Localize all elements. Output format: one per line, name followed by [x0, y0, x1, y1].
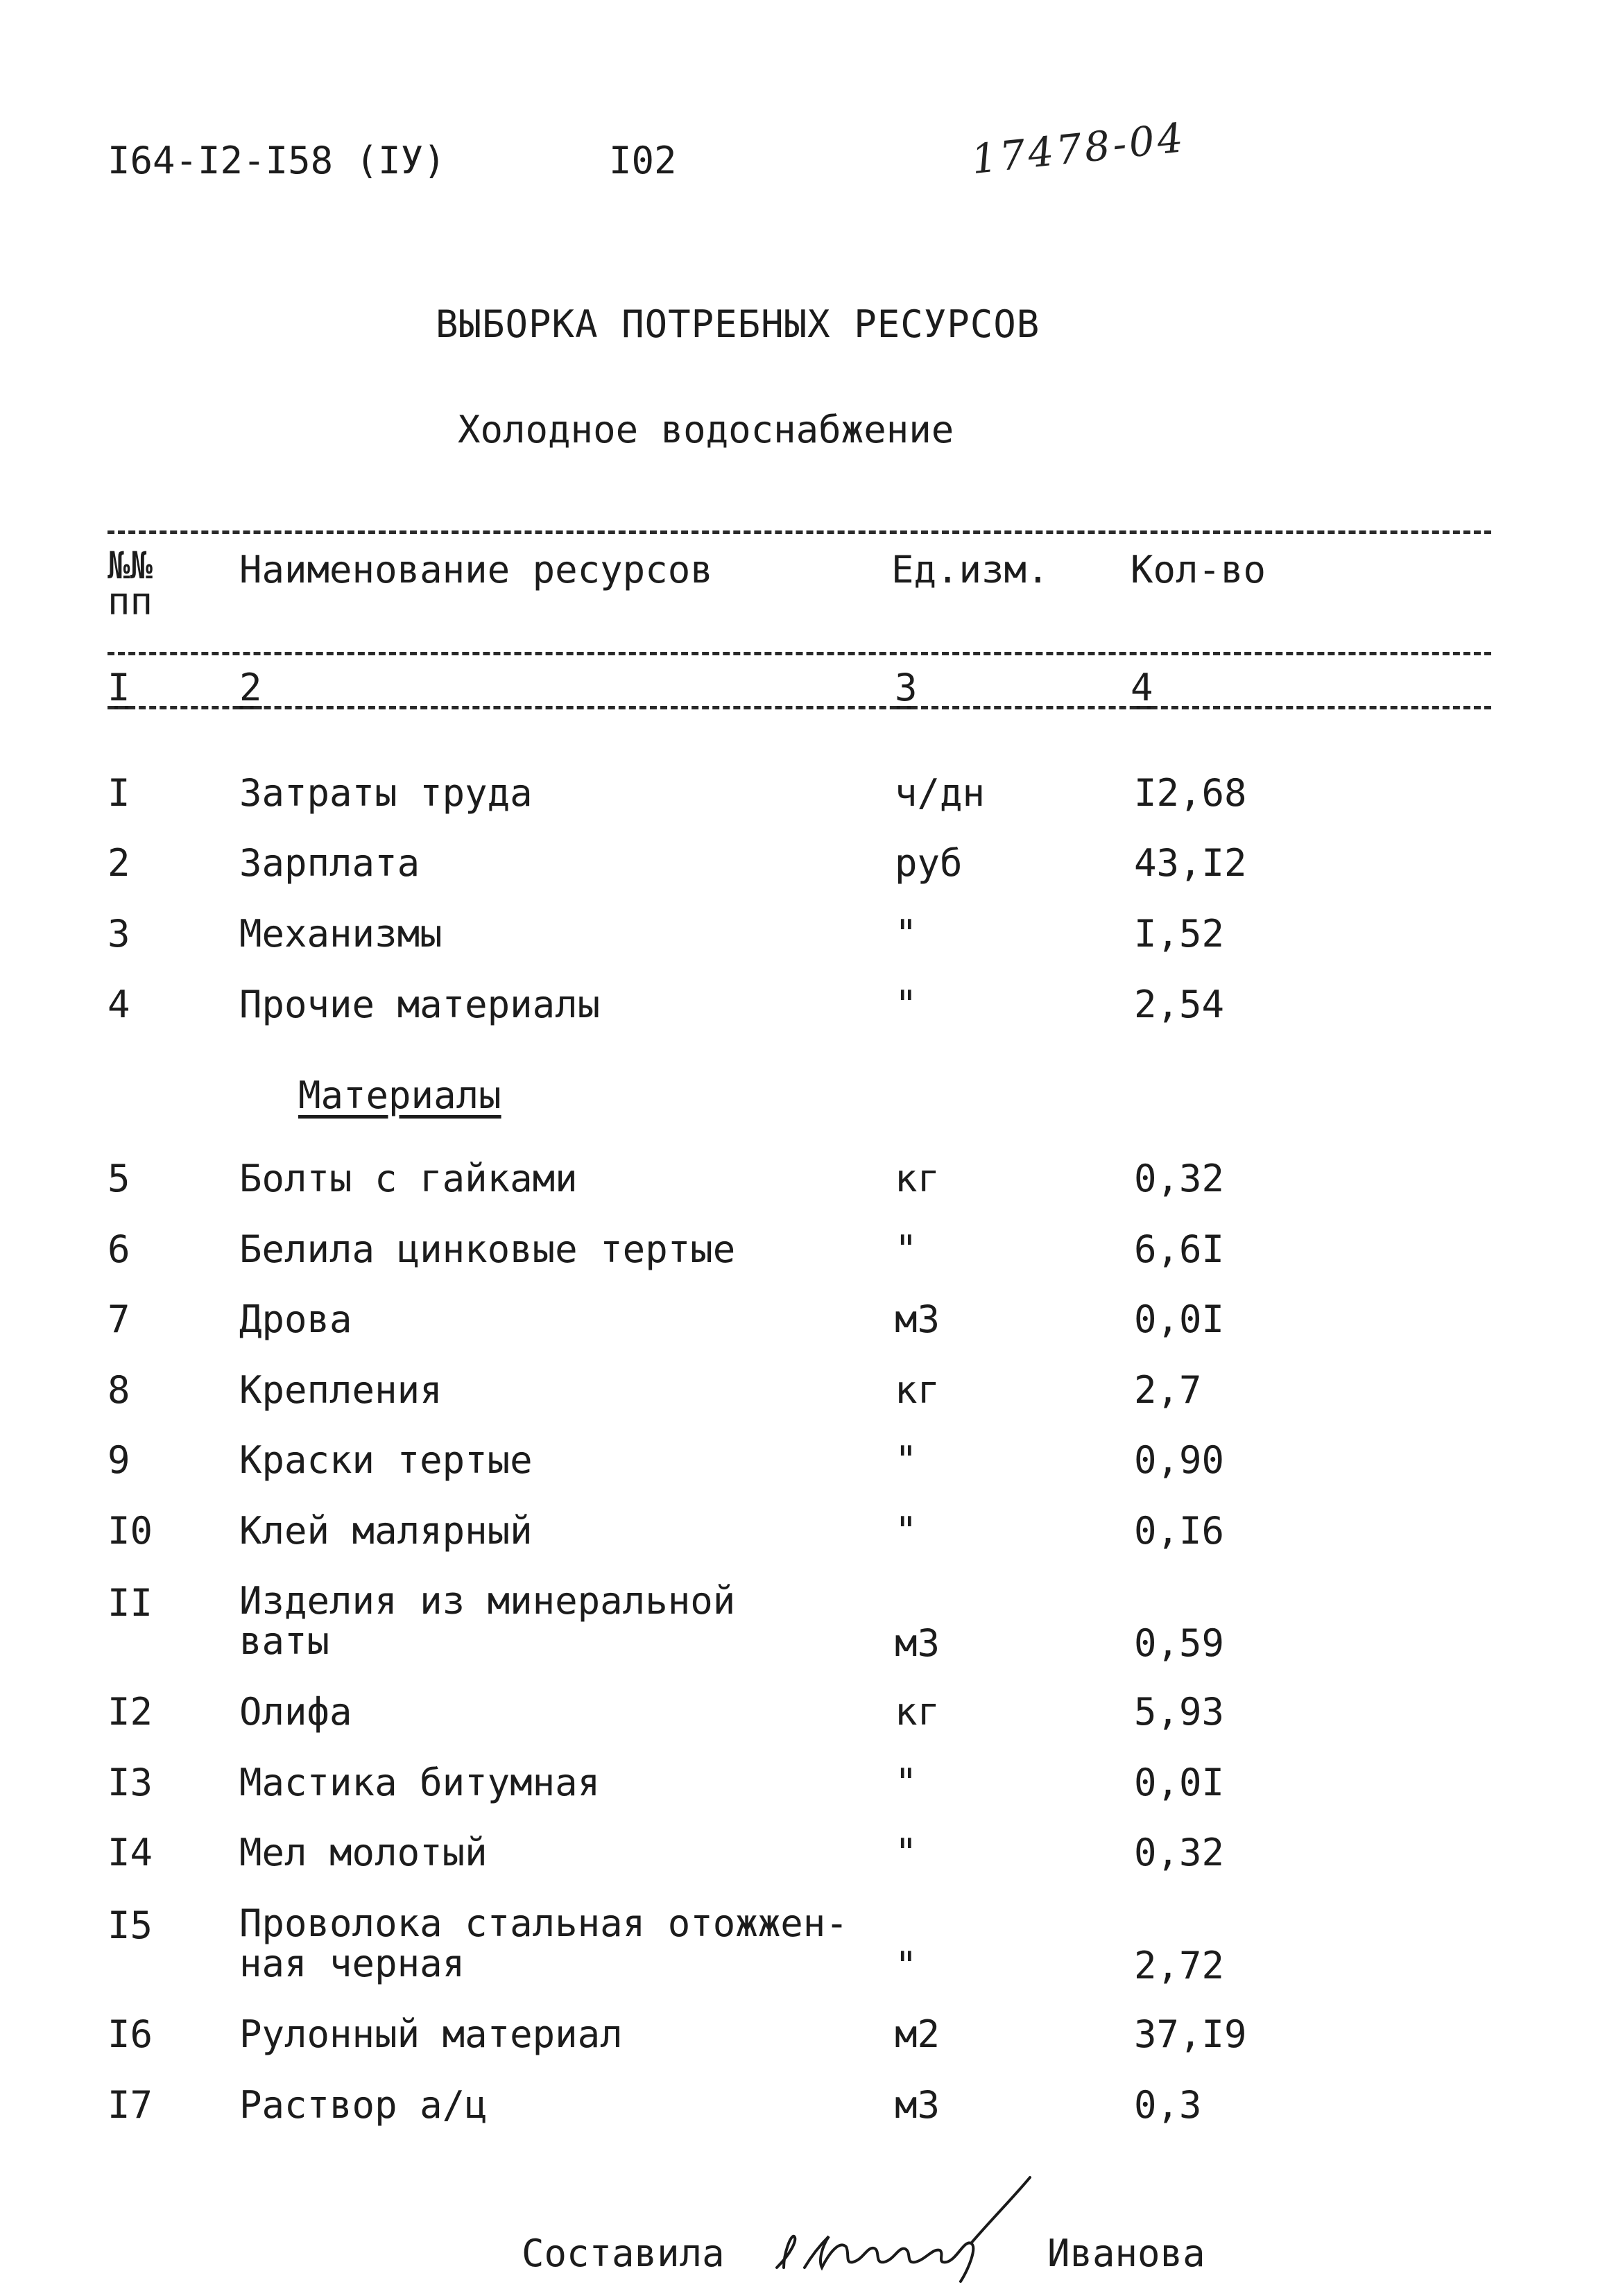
- document-title: ВЫБОРКА ПОТРЕБНЫХ РЕСУРСОВ: [436, 302, 1040, 346]
- resource-name: Клей малярный: [239, 1509, 533, 1553]
- resource-name: Прочие материалы: [239, 983, 601, 1026]
- table-row: [0, 1509, 1598, 1551]
- column-numbers-rule: [108, 706, 1491, 709]
- table-row: [0, 1368, 1598, 1410]
- table-row: [0, 2012, 1598, 2054]
- document-subtitle: Холодное водоснабжение: [458, 408, 954, 451]
- unit: кг: [895, 1690, 940, 1734]
- table-row: [0, 1157, 1598, 1198]
- resource-name: Мел молотый: [239, 1831, 488, 1874]
- header-qty: Кол-во: [1131, 548, 1266, 592]
- row-number: I0: [108, 1509, 153, 1553]
- row-number: 6: [108, 1227, 130, 1271]
- resource-name: Затраты труда: [239, 771, 533, 815]
- unit: ": [895, 912, 918, 956]
- table-header-rule: [108, 652, 1491, 655]
- document-code: I64-I2-I58 (IУ): [108, 139, 446, 182]
- resource-name: Зарплата: [239, 841, 420, 885]
- colnum-1: I: [108, 666, 130, 709]
- quantity: I,52: [1134, 912, 1225, 956]
- quantity: 0,32: [1134, 1831, 1225, 1874]
- row-number: I2: [108, 1690, 153, 1734]
- header-num-line1: №№: [108, 544, 153, 587]
- handwritten-number: 17478-04: [969, 113, 1188, 184]
- table-row: [0, 1831, 1598, 1872]
- quantity: 0,90: [1134, 1438, 1225, 1482]
- row-number: I4: [108, 1831, 153, 1874]
- resource-name: [239, 1901, 848, 1985]
- row-number: 3: [108, 912, 130, 956]
- resource-name: Олифа: [239, 1690, 352, 1734]
- table-row: [0, 1690, 1598, 1732]
- row-number: II: [108, 1581, 153, 1625]
- table-row: [0, 1901, 1598, 1987]
- table-row: [0, 771, 1598, 813]
- resource-name-line2: ваты: [239, 1619, 330, 1663]
- quantity: 0,59: [1134, 1621, 1225, 1665]
- row-number: 8: [108, 1368, 130, 1412]
- resource-name-line1: Изделия из минеральной: [239, 1579, 736, 1623]
- materials-heading: Материалы: [298, 1073, 501, 1117]
- unit: ": [895, 1227, 918, 1271]
- table-row: [0, 1438, 1598, 1480]
- header-num: [108, 544, 153, 623]
- header-unit: Ед.изм.: [891, 548, 1049, 592]
- unit: ": [895, 1944, 918, 1987]
- unit: м2: [895, 2012, 940, 2056]
- resource-name: Раствор а/ц: [239, 2083, 488, 2127]
- colnum-2: 2: [239, 666, 262, 709]
- table-row: [0, 1297, 1598, 1339]
- row-number: I6: [108, 2012, 153, 2056]
- quantity: 2,54: [1134, 983, 1225, 1026]
- row-number: I7: [108, 2083, 153, 2127]
- quantity: 5,93: [1134, 1690, 1225, 1734]
- unit: м3: [895, 1621, 940, 1665]
- resource-name: Мастика битумная: [239, 1761, 601, 1804]
- resource-name: Болты с гайками: [239, 1157, 578, 1200]
- quantity: 43,I2: [1134, 841, 1247, 885]
- header-num-line2: пп: [108, 580, 153, 623]
- quantity: 0,3: [1134, 2083, 1202, 2127]
- table-row: [0, 1581, 1598, 1664]
- row-number: 4: [108, 983, 130, 1026]
- row-number: I5: [108, 1904, 153, 1947]
- table-row: [0, 1761, 1598, 1802]
- resource-name: Механизмы: [239, 912, 443, 956]
- table-row: [0, 983, 1598, 1024]
- table-row: [0, 2083, 1598, 2125]
- resource-name: Рулонный материал: [239, 2012, 623, 2056]
- colnum-3: 3: [895, 666, 918, 709]
- quantity: 2,7: [1134, 1368, 1202, 1412]
- quantity: 0,32: [1134, 1157, 1225, 1200]
- unit: ": [895, 1761, 918, 1804]
- row-number: 5: [108, 1157, 130, 1200]
- table-row: [0, 841, 1598, 883]
- unit: руб: [895, 841, 963, 885]
- resource-name: Краски тертые: [239, 1438, 533, 1482]
- unit: ": [895, 1438, 918, 1482]
- row-number: I: [108, 771, 130, 815]
- quantity: 2,72: [1134, 1944, 1225, 1987]
- row-number: I3: [108, 1761, 153, 1804]
- colnum-4: 4: [1131, 666, 1153, 709]
- quantity: 37,I9: [1134, 2012, 1247, 2056]
- unit: ": [895, 983, 918, 1026]
- table-top-rule: [108, 530, 1491, 534]
- unit: кг: [895, 1368, 940, 1412]
- quantity: 0,0I: [1134, 1297, 1225, 1341]
- resource-name: Крепления: [239, 1368, 443, 1412]
- page-number: I02: [609, 139, 677, 182]
- resource-name-line2: ная черная: [239, 1942, 465, 1985]
- row-number: 9: [108, 1438, 130, 1482]
- quantity: 0,I6: [1134, 1509, 1225, 1553]
- signature-icon: [763, 2170, 1096, 2288]
- header-name: Наименование ресурсов: [239, 548, 713, 592]
- quantity: I2,68: [1134, 771, 1247, 815]
- column-numbers-row: [0, 666, 1598, 707]
- table-row: [0, 1227, 1598, 1269]
- row-number: 7: [108, 1297, 130, 1341]
- unit: м3: [895, 2083, 940, 2127]
- resource-name: [239, 1581, 735, 1661]
- compiler-name: Иванова: [1047, 2232, 1205, 2275]
- table-row: [0, 912, 1598, 956]
- unit: ч/дн: [895, 771, 986, 815]
- quantity: 0,0I: [1134, 1761, 1225, 1804]
- resource-name: Белила цинковые тертые: [239, 1227, 736, 1271]
- row-number: 2: [108, 841, 130, 885]
- unit: кг: [895, 1157, 940, 1200]
- unit: ": [895, 1509, 918, 1553]
- unit: м3: [895, 1297, 940, 1341]
- signature: [763, 2170, 1096, 2291]
- compiled-by-label: Составила: [522, 2232, 725, 2275]
- resource-name: Дрова: [239, 1297, 352, 1341]
- unit: ": [895, 1831, 918, 1874]
- quantity: 6,6I: [1134, 1227, 1225, 1271]
- resource-name-line1: Проволока стальная отожжен-: [239, 1901, 848, 1945]
